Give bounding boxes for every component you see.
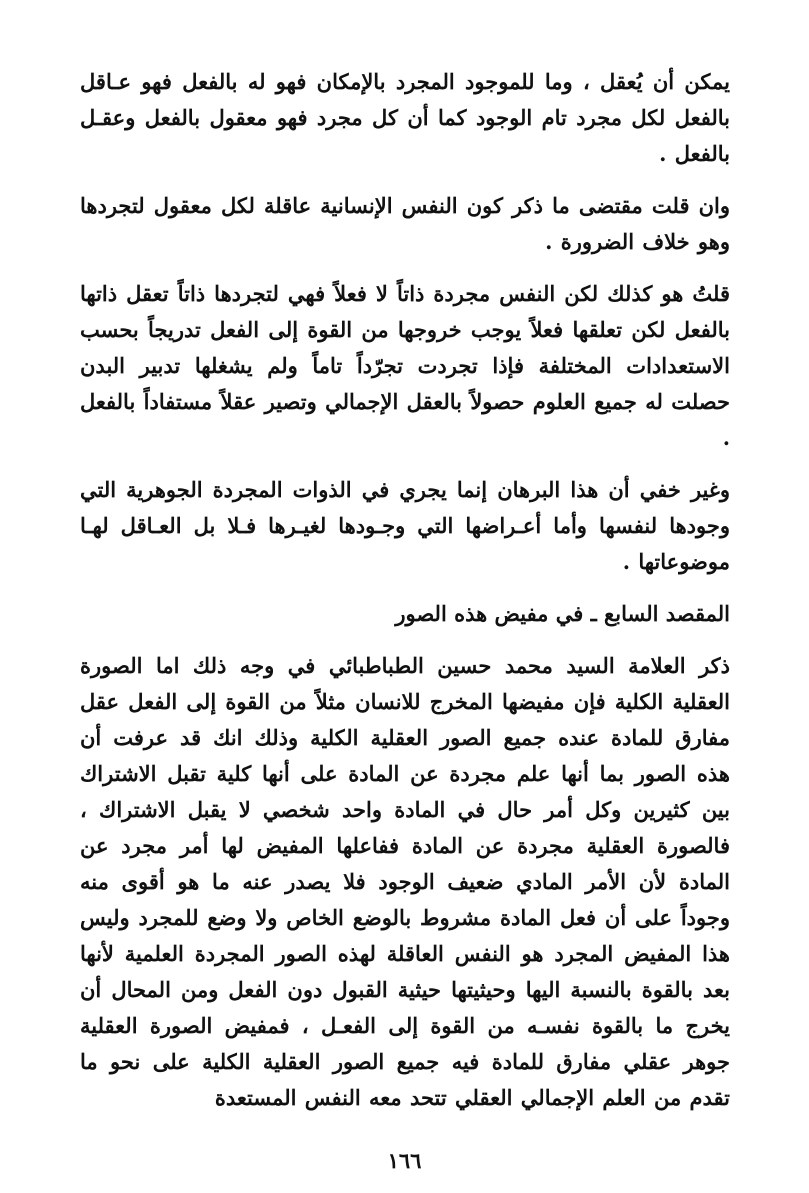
paragraph-2: وان قلت مقتضى ما ذكر كون النفس الإنسانية عاقلة لكل معقول لتجردها وهو خلاف الضرورة . [80,193,730,254]
paragraph-4: وغير خفي أن هذا البرهان إنما يجري في الذوات المجردة الجوهرية التي وجودها لنفسها وأما أعـراضها التي وجـودها لغيـرها فـلا بل العـاقل لهـا موضوعاتها . [80,477,730,574]
paragraph-5: ذكر العلامة السيد محمد حسين الطباطبائي في وجه ذلك اما الصورة العقلية الكلية فإن مفيضها المخرج للانسان مثلاً من القوة إلى الفعل عقل مفارق للمادة عنده جميع الصور العقلية الكلية وذلك انك قد عرفت أن هذه الصور بما أنها علم مجردة عن المادة على أنها كلية تقبل الاشتراك بين كثيرين وكل أمر حال في المادة واحد شخصي لا يقبل الاشتراك ، فالصورة العقلية مجردة عن المادة ففاعلها المفيض لها أمر مجرد عن المادة لأن الأمر المادي ضعيف الوجود فلا يصدر عنه ما هو أقوى منه وجوداً على أن فعل المادة مشروط بالوضع الخاص ولا وضع للمجرد وليس هذا المفيض المجرد هو النفس العاقلة لهذه الصور المجردة العلمية لأنها بعد بالقوة بالنسبة اليها وحيثيتها حيثية القبول دون الفعل ومن المحال أن يخرج ما بالقوة نفسـه من القوة إلى الفعـل ، فمفيض الصورة العقلية جوهر عقلي مفارق للمادة فيه جميع الصور العقلية الكلية على نحو ما تقدم من العلم الإجمالي العقلي تتحد معه النفس المستعدة [80,653,730,1110]
section-heading: المقصد السابع ـ في مفيض هذه الصور [395,601,730,626]
page-number: ١٦٦ [387,1148,422,1173]
paragraph-3: قلتُ هو كذلك لكن النفس مجردة ذاتاً لا فعلاً فهي لتجردها ذاتاً تعقل ذاتها بالفعل لكن تعلقها فعلاً يوجب خروجها من القوة إلى الفعل تدريجاً بحسب الاستعدادات المختلفة فإذا تجردت تجرّداً تاماً ولم يشغلها تدبير البدن حصلت له جميع العلوم حصولاً بالعقل الإجمالي وتصير عقلاً مستفاداً بالفعل . [80,281,730,450]
paragraph-1: يمكن أن يُعقل ، وما للموجود المجرد بالإمكان فهو له بالفعل فهو عـاقل بالفعل لكل مجرد تام الوجود كما أن كل مجرد فهو معقول بالفعل وعقـل بالفعل . [80,69,730,166]
page-body [80,64,730,1132]
